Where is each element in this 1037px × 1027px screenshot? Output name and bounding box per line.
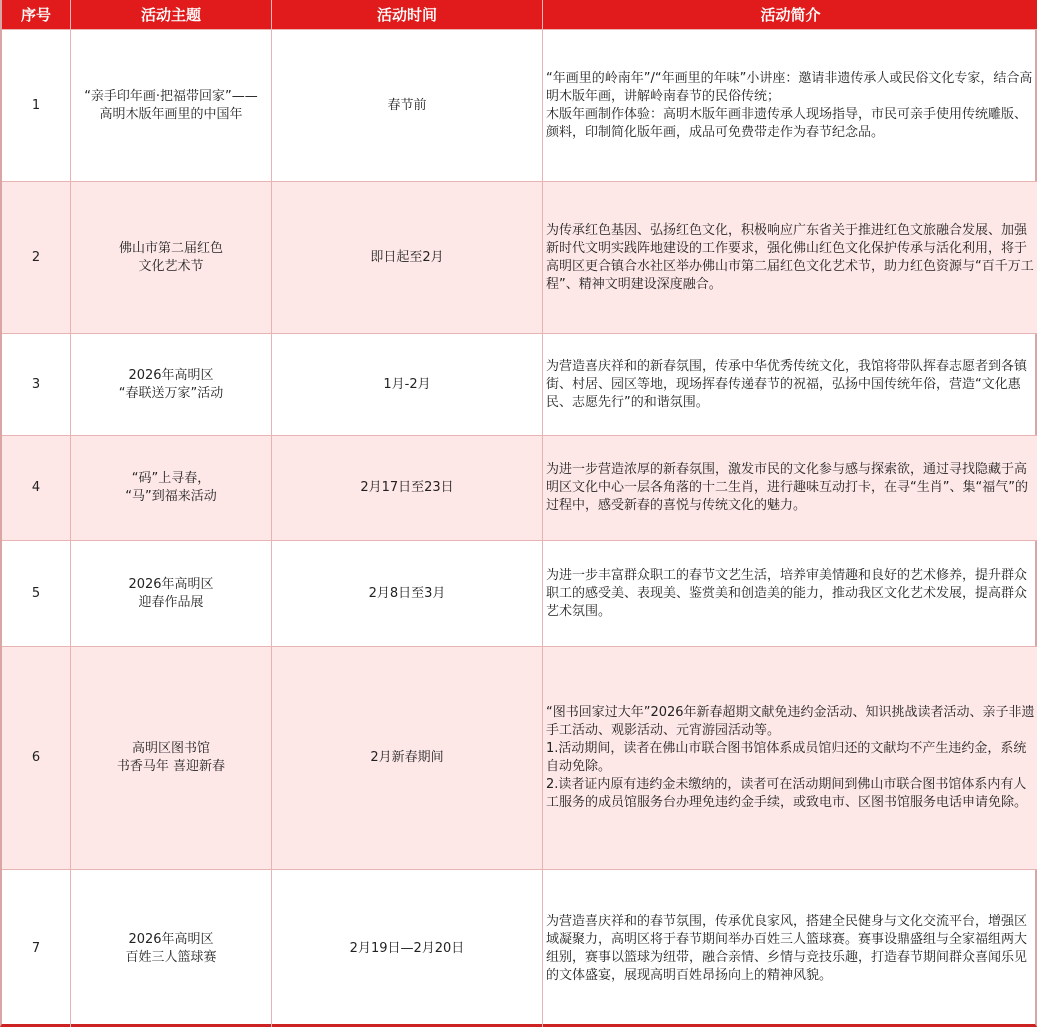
row-2-theme: 佛山市第二届红色 文化艺术节	[71, 181, 272, 333]
row-3-time: 1月-2月	[272, 333, 543, 435]
row-5-seq: 5	[2, 540, 71, 646]
row-6-theme: 高明区图书馆 书香马年 喜迎新春	[71, 646, 272, 869]
row-4-intro: 为进一步营造浓厚的新春氛围，激发市民的文化参与感与探索欲，通过寻找隐藏于高明区文化中心一层各角落的十二生肖，进行趣味互动打卡，在寻“生肖”、集“福气”的过程中，感受新春的喜悦与传统文化的魅力。	[543, 435, 1037, 540]
row-4-time: 2月17日至23日	[272, 435, 543, 540]
row-1-intro: “年画里的岭南年”/“年画里的年味”小讲座：邀请非遗传承人或民俗文化专家，结合高明木版年画，讲解岭南春节的民俗传统； 木版年画制作体验：高明木版年画非遗传承人现场指导，市民可亲手使用传统雕版、颜料，印制简化版年画，成品可免费带走作为春节纪念品。	[543, 29, 1037, 181]
row-2-seq: 2	[2, 181, 71, 333]
row-2-time: 即日起至2月	[272, 181, 543, 333]
header-theme: 活动主题	[71, 0, 272, 29]
row-5-time: 2月8日至3月	[272, 540, 543, 646]
row-4-theme: “码”上寻春， “马”到福来活动	[71, 435, 272, 540]
row-1-seq: 1	[2, 29, 71, 181]
row-7-time: 2月19日—2月20日	[272, 869, 543, 1027]
row-4-seq: 4	[2, 435, 71, 540]
header-seq: 序号	[2, 0, 71, 29]
row-7-theme: 2026年高明区 百姓三人篮球赛	[71, 869, 272, 1027]
row-3-intro: 为营造喜庆祥和的新春氛围，传承中华优秀传统文化，我馆将带队挥春志愿者到各镇街、村居、园区等地，现场挥春传递春节的祝福，弘扬中国传统年俗，营造“文化惠民、志愿先行”的和谐氛围。	[543, 333, 1037, 435]
row-6-intro: “图书回家过大年”2026年新春超期文献免违约金活动、知识挑战读者活动、亲子非遗手工活动、观影活动、元宵游园活动等。 1.活动期间，读者在佛山市联合图书馆体系成员馆归还的文献均不产生违约金，系统自动免除。 2.读者证内原有违约金未缴纳的，读者可在活动期间到佛山市联合图书馆体系内有人工服务的成员馆服务台办理免违约金手续，或致电市、区图书馆服务电话申请免除。	[543, 646, 1037, 869]
row-3-theme: 2026年高明区 “春联送万家”活动	[71, 333, 272, 435]
row-7-intro: 为营造喜庆祥和的春节氛围，传承优良家风，搭建全民健身与文化交流平台，增强区域凝聚力，高明区将于春节期间举办百姓三人篮球赛。赛事设鼎盛组与全家福组两大组别，赛事以篮球为纽带，融合亲情、乡情与竞技乐趣，打造春节期间群众喜闻乐见的文体盛宴，展现高明百姓昂扬向上的精神风貌。	[543, 869, 1037, 1027]
row-1-time: 春节前	[272, 29, 543, 181]
row-1-theme: “亲手印年画·把福带回家”—— 高明木版年画里的中国年	[71, 29, 272, 181]
row-2-intro: 为传承红色基因、弘扬红色文化，积极响应广东省关于推进红色文旅融合发展、加强新时代文明实践阵地建设的工作要求，强化佛山红色文化保护传承与活化利用，将于高明区更合镇合水社区举办佛山市第二届红色文化艺术节，助力红色资源与“百千万工程”、精神文明建设深度融合。	[543, 181, 1037, 333]
row-5-intro: 为进一步丰富群众职工的春节文艺生活，培养审美情趣和良好的艺术修养，提升群众职工的感受美、表现美、鉴赏美和创造美的能力，推动我区文化艺术发展，提高群众艺术氛围。	[543, 540, 1037, 646]
row-3-seq: 3	[2, 333, 71, 435]
row-7-seq: 7	[2, 869, 71, 1027]
row-5-theme: 2026年高明区 迎春作品展	[71, 540, 272, 646]
row-6-seq: 6	[2, 646, 71, 869]
header-time: 活动时间	[272, 0, 543, 29]
row-6-time: 2月新春期间	[272, 646, 543, 869]
header-intro: 活动简介	[543, 0, 1037, 29]
